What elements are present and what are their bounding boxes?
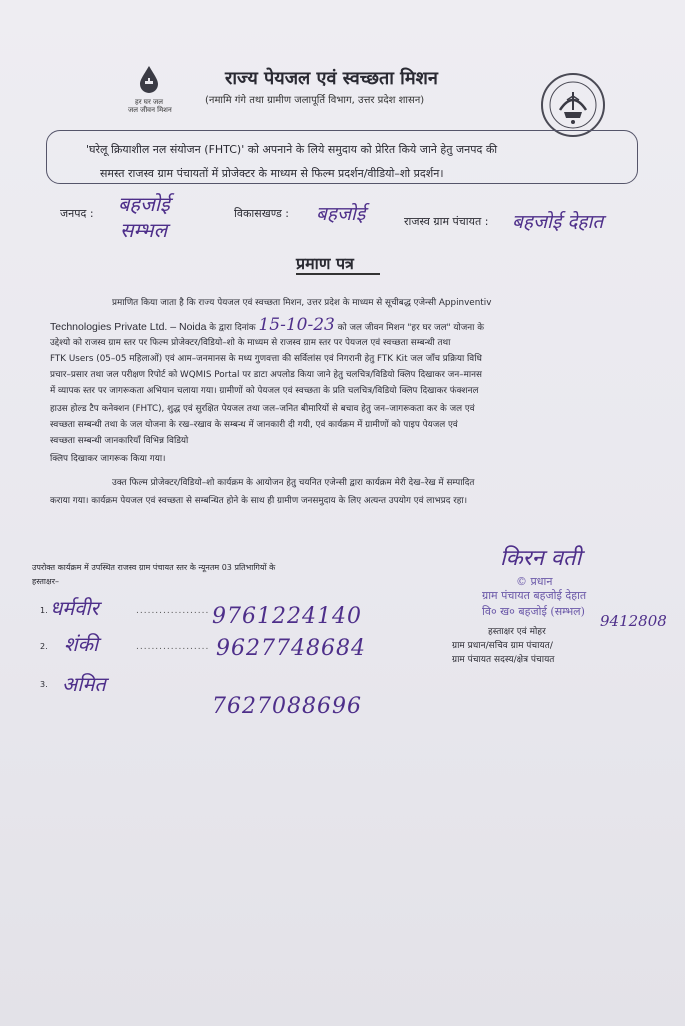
water-drop-icon [128, 64, 170, 94]
district-value: बहजोई [118, 192, 170, 216]
para1-line4: FTK Users (05–05 महिलाओं) एवं आम–जनमानस के मध्य गुणवत्ता की सर्विलांस एवं निगरानी हेतु FTK Kit जल जाँच प्रक्रिया विधि [50, 354, 482, 364]
participant-signature: शंकी [64, 632, 99, 656]
dotted-line: ................... [136, 606, 210, 616]
block-label: विकासखण्ड : [234, 207, 290, 220]
participant-phone: 9761224140 [212, 604, 362, 629]
official-role-2: ग्राम पंचायत सदस्य/क्षेत्र पंचायत [452, 655, 555, 665]
para1-line3: उद्देश्यो को राजस्व ग्राम स्तर पर फिल्म प्रोजेक्टर/विडियो–शो के माध्यम से राजस्व ग्राम स्तर पर पेयजल एवं स्वच्छता सम्बन्धी तथा [50, 338, 451, 348]
page-title: राज्य पेयजल एवं स्वच्छता मिशन [225, 68, 438, 89]
subject-line-1: 'घरेलू क्रियाशील नल संयोजन (FHTC)' को अपनाने के लिये समुदाय को प्रेरित किये जाने हेतु जनपद की [86, 143, 498, 156]
participant-num: 3. [40, 680, 48, 689]
para1-line9: स्वच्छता सम्बन्धी जानकारियाँ विभिन्न विडियो [50, 436, 189, 446]
official-role-1: ग्राम प्रधान/सचिव ग्राम पंचायत/ [452, 641, 553, 651]
para2-line1: उक्त फिल्म प्रोजेक्टर/विडियो–शो कार्यक्रम के आयोजन हेतु चयनित एजेन्सी द्वारा कार्यक्रम मेरी देख–रेख में सम्पादित [112, 478, 475, 488]
para1-line10: क्लिप दिखाकर जागरूक किया गया। [50, 454, 166, 464]
participant-signature: धर्मवीर [50, 596, 99, 620]
gram-panchayat-value: बहजोई देहात [512, 211, 604, 233]
district-value-2: सम्भल [120, 218, 168, 242]
logo-caption-1: हर घर जल [135, 98, 163, 106]
para1-line5: प्रचार–प्रसार तथा जल परीक्षण रिपोर्ट को WQMIS Portal पर डाटा अपलोड किया जाने हेतु चलचित्र/विडियो क्लिप दिखाकर जन–मानस [50, 370, 482, 380]
para1-line8: स्वच्छता सम्बन्धी तथा के जल योजना के रख–रखाव के सम्बन्ध में जानकारी दी गयी, एवं कार्यक्रम में ग्रामीणों को पाइप पेयजल एवं [50, 420, 458, 430]
participants-intro-2: हस्ताक्षर– [32, 577, 59, 586]
logo-caption-2: जल जीवन मिशन [128, 106, 172, 114]
participants-intro-1: उपरोक्त कार्यक्रम में उपस्थित राजस्व ग्राम पंचायत स्तर के न्यूनतम 03 प्रतिभागियों के [32, 563, 276, 572]
para1-line2 [50, 315, 485, 335]
para1-line1: प्रमाणित किया जाता है कि राज्य पेयजल एवं स्वच्छता मिशन, उत्तर प्रदेश के माध्यम से सूचीबद्ध एजेन्सी Appinventiv [112, 298, 492, 308]
para1-line2-end: को जल जीवन मिशन "हर घर जल" योजना के [337, 323, 485, 333]
subject-line-2: समस्त राजस्व ग्राम पंचायतों में प्रोजेक्टर के माध्यम से फिल्म प्रदर्शन/वीडियो–शो प्रदर्शन। [100, 167, 444, 180]
certificate-title-underline [296, 273, 380, 275]
stamp-line-2: ग्राम पंचायत बहजोई देहात [482, 589, 587, 602]
gram-panchayat-label: राजस्व ग्राम पंचायत : [404, 215, 489, 228]
certificate-title: प्रमाण पत्र [296, 254, 354, 273]
page-subtitle: (नमामि गंगे तथा ग्रामीण जलापूर्ति विभाग, उत्तर प्रदेश शासन) [205, 95, 425, 106]
block-value: बहजोई [316, 203, 366, 225]
para1-line2-mid: के द्वारा दिनांक [209, 323, 256, 333]
stamp-line-1 [516, 574, 552, 589]
para1-line6: में व्यापक स्तर पर जागरूकता अभियान चलाया गया। ग्रामीणों को पेयजल एवं स्वच्छता के प्रति चलचित्र/विडियो क्लिप दिखाकर फंक्शनल [50, 386, 479, 396]
para2-line2: कराया गया। कार्यक्रम पेयजल एवं स्वच्छता से सम्बन्धित होने के साथ ही ग्रामीण जनसमुदाय के लिए अत्यन्त उपयोग एवं लाभप्रद रहा। [50, 496, 468, 506]
program-date: 15-10-23 [258, 315, 335, 335]
har-ghar-jal-logo [128, 64, 172, 114]
participant-signature: अमित [62, 672, 106, 696]
agency-name: Technologies Private Ltd. – Noida [50, 321, 207, 333]
up-government-emblem-icon [540, 72, 606, 138]
participant-phone: 7627088696 [212, 694, 362, 719]
participant-phone: 9627748684 [216, 636, 366, 661]
district-label: जनपद : [60, 207, 94, 220]
stamp-line-3: वि० ख० बहजोई (सम्भल) [482, 605, 585, 618]
sign-and-seal-label: हस्ताक्षर एवं मोहर [488, 627, 546, 637]
stamp-text-1: प्रधान [530, 575, 553, 588]
para1-line7: हाउस होल्ड टैप कनेक्शन (FHTC), शुद्ध एवं सुरक्षित पेयजल तथा जल–जनित बीमारियों से बचाव हेतु जन–जागरूकता कर के जल एवं [50, 404, 475, 414]
official-phone: 9412808 [600, 612, 667, 630]
pradhan-signature: किरन वती [500, 546, 582, 571]
participant-num: 2. [40, 642, 48, 651]
participant-num: 1. [40, 606, 48, 615]
stamp-icon: © [516, 575, 527, 588]
dotted-line: ................... [136, 642, 210, 652]
